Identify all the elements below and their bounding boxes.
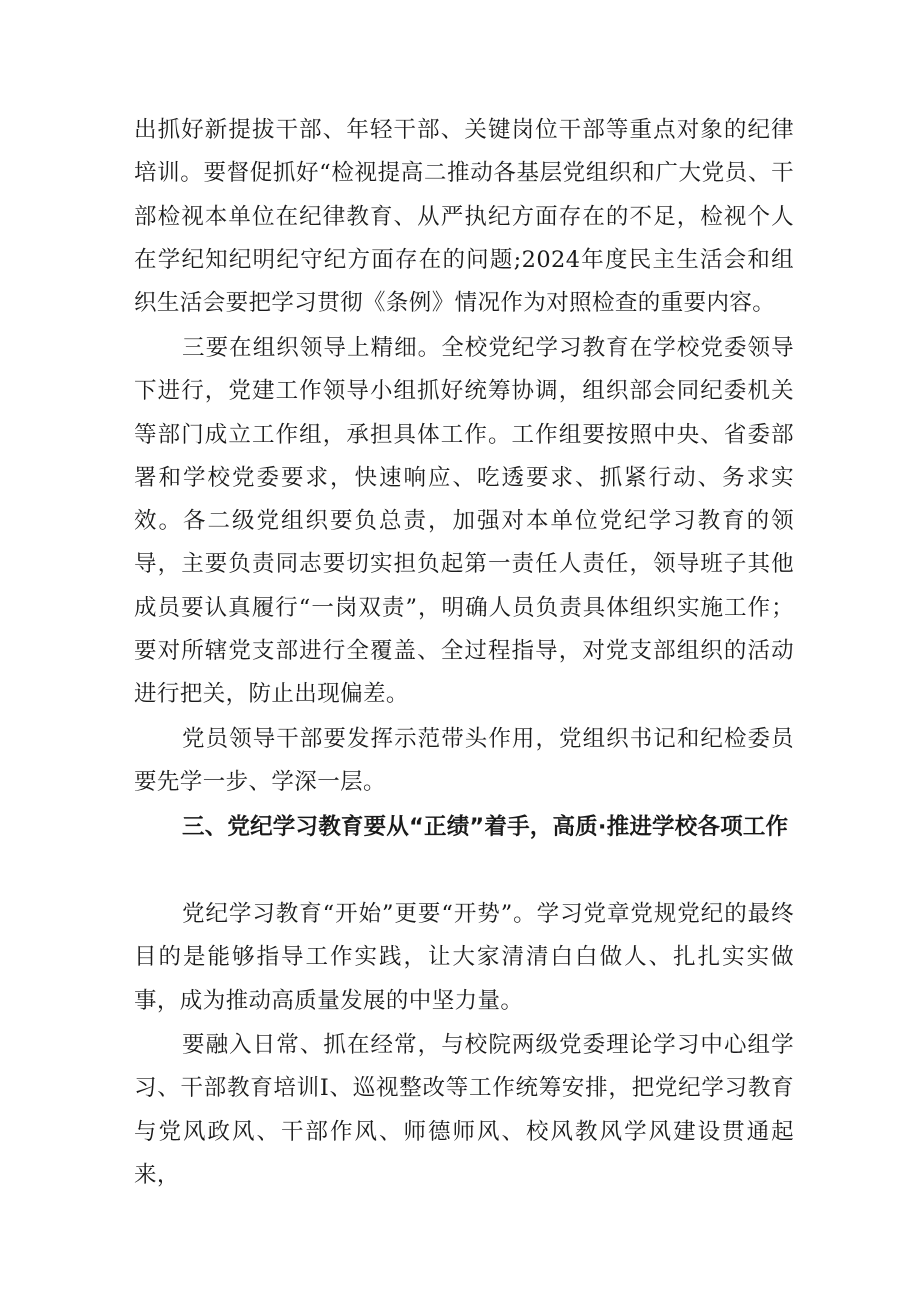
section-heading-three (134, 806, 794, 849)
paragraph-text: 党纪学习教育“开始”更要“开势”。学习党章党规党纪的最终目的是能够指导工作实践，让大家清清白白做人、扎扎实实做事，成为推动高质量发展的中坚力量。 (134, 901, 794, 1014)
paragraph-organizational-leadership (134, 327, 794, 717)
section-heading: 三、党纪学习教育要从“正绩”着手，高质·推进学校各项工作 (182, 814, 789, 840)
paragraph-text: 要融入日常、抓在经常，与校院两级党委理论学习中心组学习、干部教育培训I、巡视整改等工作统筹安排，把党纪学习教育与党风政风、干部作风、师德师风、校风教风学风建设贯通起来， (134, 1032, 794, 1188)
paragraph-leading-cadres (134, 718, 794, 805)
paragraph-text: 三要在组织领导上精细。全校党纪学习教育在学校党委领导下进行，党建工作领导小组抓好统筹协调，组织部会同纪委机关等部门成立工作组，承担具体工作。工作组要按照中央、省委部署和学校党委要求，快速响应、吃透要求、抓紧行动、务求实效。各二级党组织要负总责，加强对本单位党纪学习教育的领导，主要负责同志要切实担负起第一责任人责任，领导班子其他成员要认真履行“一岗双责”，明确人员负责具体组织实施工作；要对所辖党支部进行全覆盖、全过程指导，对党支部组织的活动进行把关，防止出现偏差。 (134, 335, 794, 708)
paragraph-text: 党员领导干部要发挥示范带头作用，党组织书记和纪检委员要先学一步、学深一层。 (134, 726, 794, 796)
paragraph-start-momentum (134, 893, 794, 1023)
paragraph-discipline-training (134, 109, 794, 325)
paragraph-daily-integration (134, 1024, 794, 1197)
paragraph-text: 出抓好新提拔干部、年轻干部、关键岗位干部等重点对象的纪律培训。要督促抓好“检视提高二推动各基层党组织和广大党员、干部检视本单位在纪律教育、从严执纪方面存在的不足，检视个人在学纪知纪明纪守纪方面存在的问题;2024年度民主生活会和组织生活会要把学习贯彻《条例》情况作为对照检查的重要内容。 (134, 117, 794, 317)
